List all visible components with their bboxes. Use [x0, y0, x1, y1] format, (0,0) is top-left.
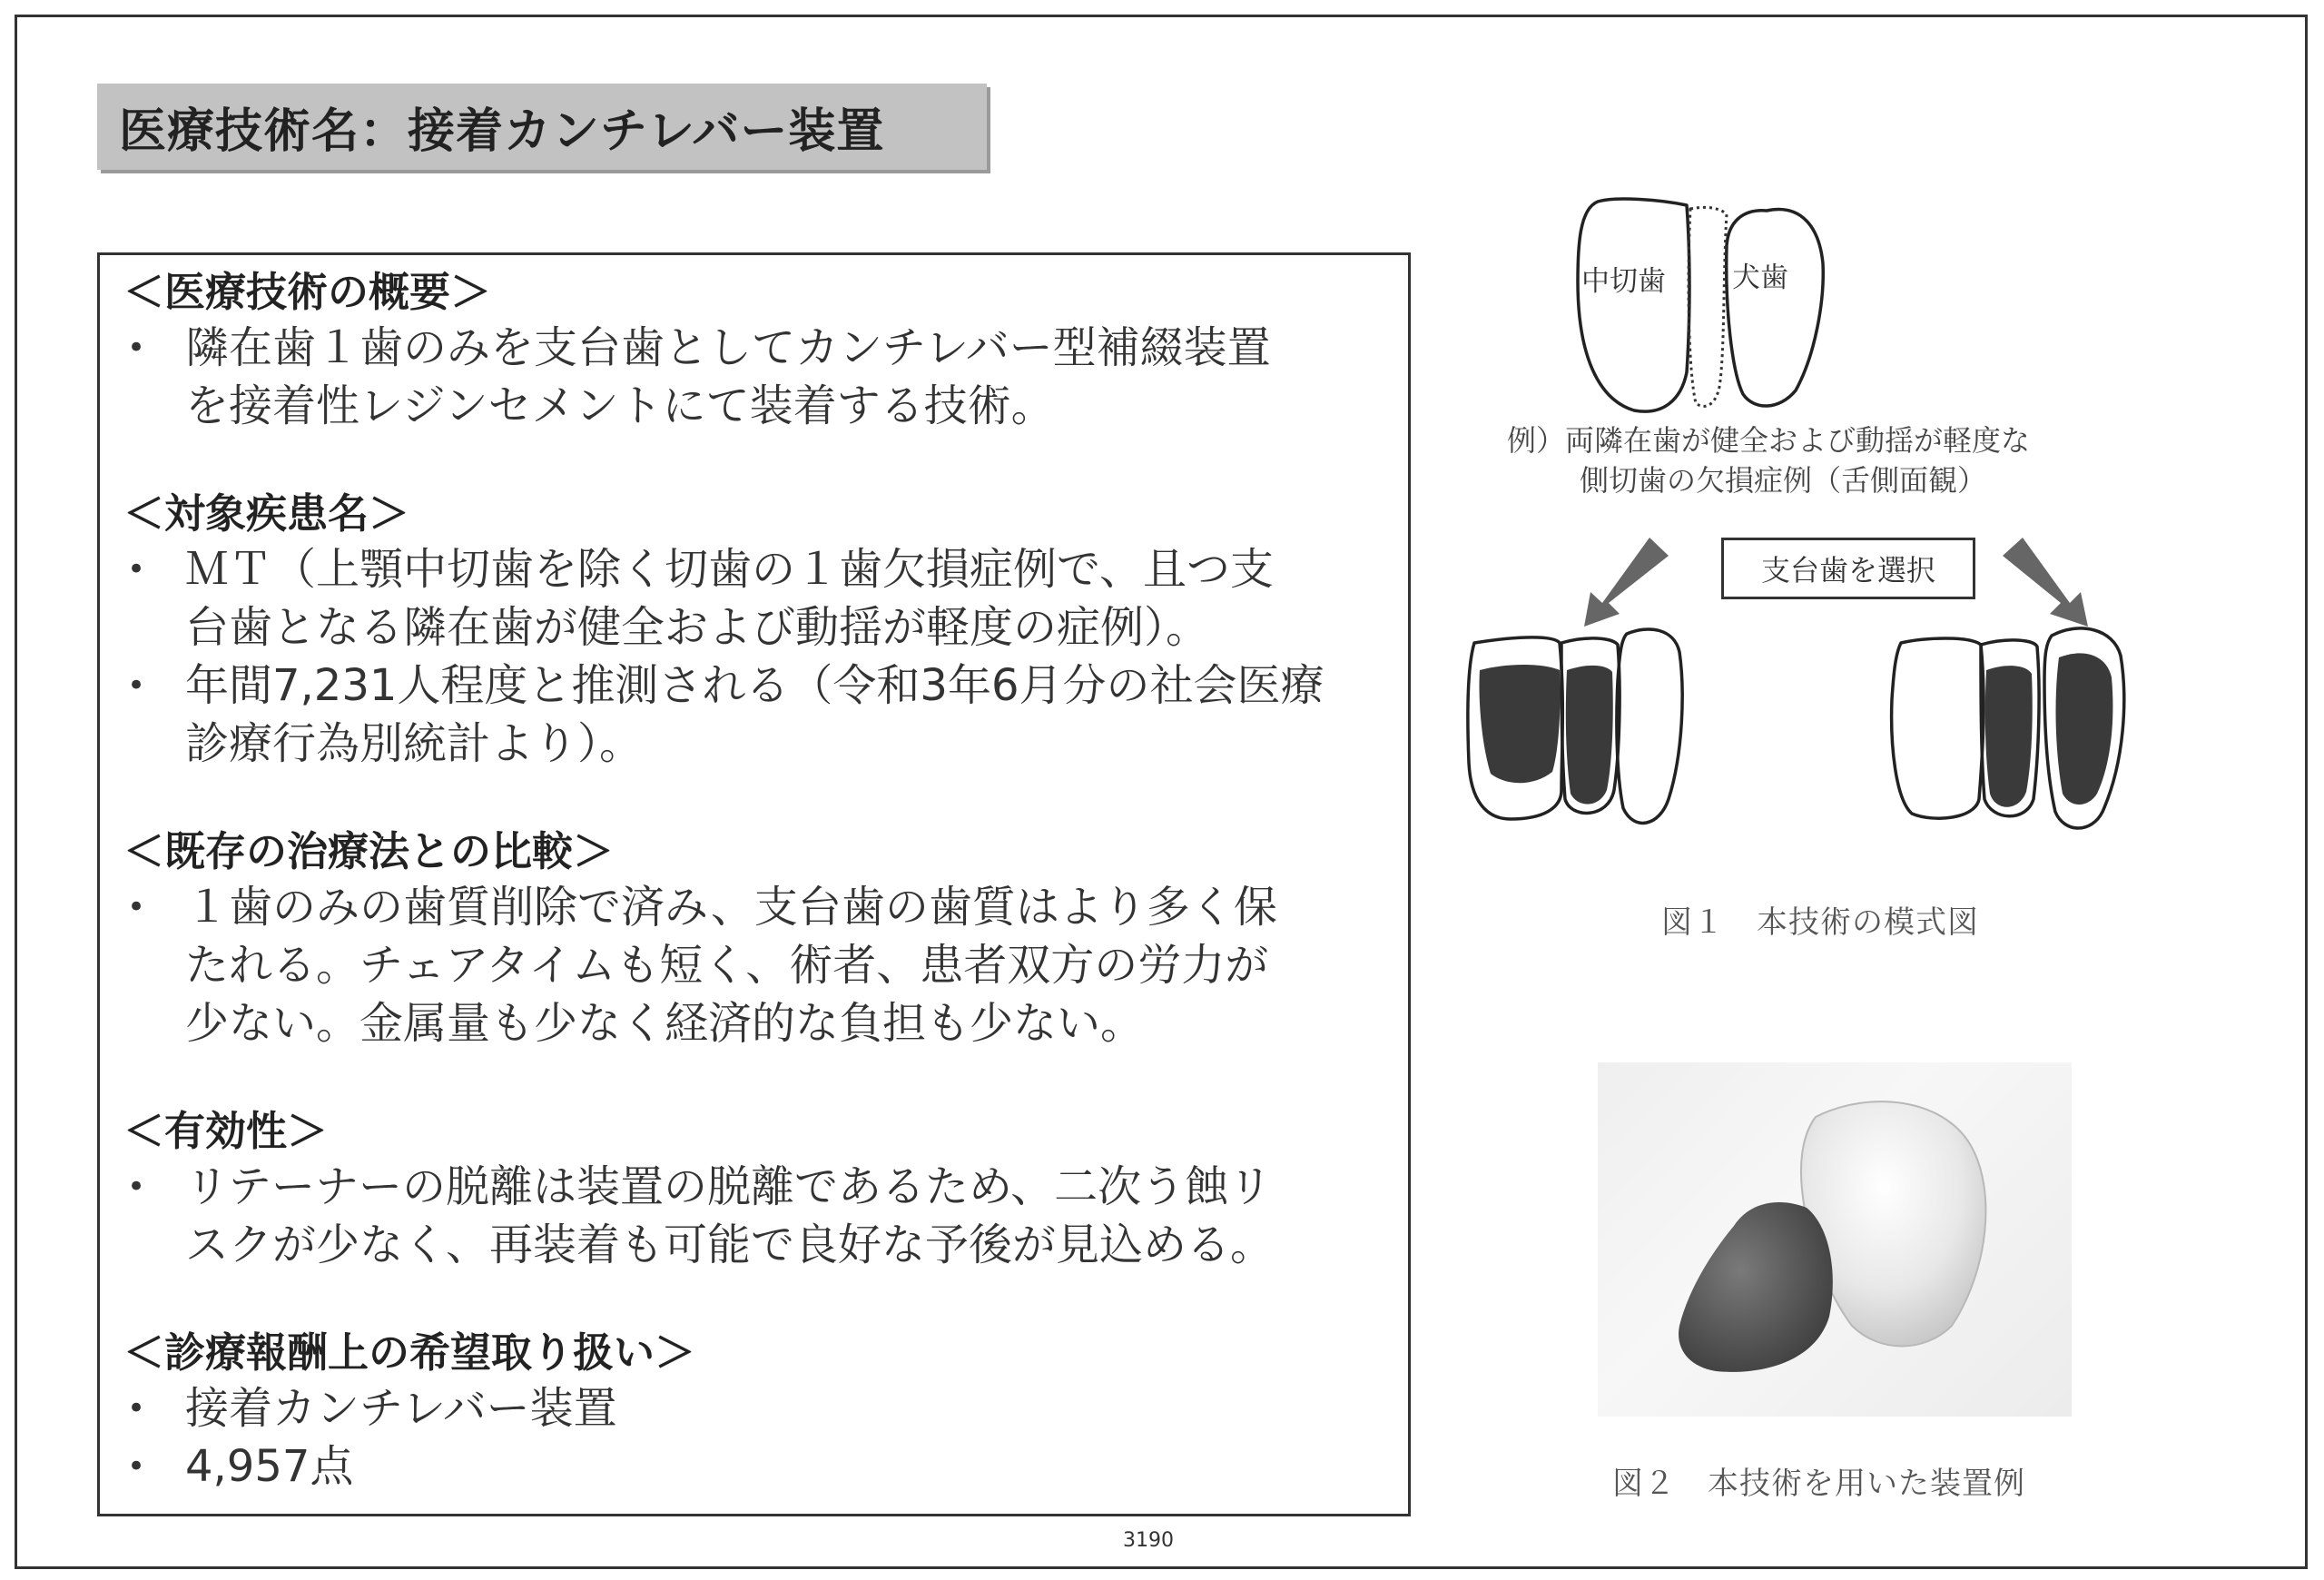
list-item: • 接着カンチレバー装置	[123, 1379, 1372, 1437]
bullet-icon: •	[127, 1390, 146, 1427]
right-retainer-wing	[2056, 653, 2113, 805]
list-item: • 年間7,231人程度と推測される（令和3年6月分の社会医療 診療行為別統計より）。	[123, 657, 1372, 773]
list-item: • 隣在歯１歯のみを支台歯としてカンチレバー型補綴装置 を接着性レジンセメントにて装着する技術。	[123, 319, 1372, 435]
right-lateral-abutment-outline	[1892, 638, 1984, 818]
example-text-line1: 例）両隣在歯が健全および動揺が軽度な	[1507, 423, 2031, 458]
canine-outline	[1727, 210, 1824, 406]
page-title: 医療技術名：接着カンチレバー装置	[97, 84, 987, 170]
left-arrow-icon	[1584, 538, 1669, 627]
missing-tooth-outline	[1689, 207, 1727, 406]
central-incisor-outline	[1578, 199, 1689, 411]
figure-1-caption: 図１ 本技術の模式図	[1661, 904, 1979, 941]
summary-box	[97, 252, 1411, 1516]
teeth-diagram-svg	[1452, 173, 2270, 899]
central-incisor-label: 中切歯	[1581, 265, 1666, 298]
bullet-icon: •	[127, 889, 146, 925]
bullet-icon: •	[127, 1169, 146, 1205]
example-text-line2: 側切歯の欠損症例（舌側面観）	[1580, 463, 1987, 498]
list-item: • ＭＴ（上顎中切歯を除く切歯の１歯欠損症例で、且つ支 台歯となる隣在歯が健全および動揺が軽度の症例）。	[123, 540, 1372, 657]
cantilever-device-image	[1598, 1062, 2072, 1417]
device-retainer-wing	[1679, 1202, 1833, 1372]
list-item: • 4,957点	[123, 1437, 1372, 1496]
page-number: 3190	[1123, 1529, 1174, 1552]
section-comparison	[123, 825, 1372, 1052]
section-heading: ＜有効性＞	[123, 1107, 329, 1155]
right-arrow-icon	[2003, 538, 2088, 627]
bullet-icon: •	[127, 1448, 146, 1485]
section-heading: ＜診療報酬上の希望取り扱い＞	[123, 1328, 696, 1377]
left-pontic-fill	[1566, 666, 1613, 805]
left-retainer-wing	[1480, 665, 1561, 783]
section-heading: ＜既存の治療法との比較＞	[123, 827, 615, 875]
left-canine-outline	[1617, 629, 1682, 823]
select-abutment-label: 支台歯を選択	[1721, 538, 1975, 599]
bullet-icon: •	[127, 330, 146, 366]
canine-label: 犬歯	[1732, 262, 1788, 294]
device-photo	[1598, 1062, 2072, 1417]
right-pontic-fill	[1985, 666, 2033, 807]
list-item: • リテーナーの脱離は装置の脱離であるため、二次う蝕リ スクが少なく、再装着も可能で良好な予後が見込める。	[123, 1158, 1372, 1274]
bullet-icon: •	[127, 667, 146, 704]
section-heading: ＜対象疾患名＞	[123, 489, 410, 538]
figure-2-caption: 図２ 本技術を用いた装置例	[1612, 1466, 2025, 1502]
section-reimbursement	[123, 1327, 1372, 1496]
section-heading: ＜医療技術の概要＞	[123, 268, 492, 316]
list-item: • １歯のみの歯質削除で済み、支台歯の歯質はより多く保 たれる。チェアタイムも短く、術者、患者双方の労力が 少ない。金属量も少なく経済的な負担も少ない。	[123, 878, 1372, 1052]
bullet-icon: •	[127, 551, 146, 588]
section-target-disease	[123, 488, 1372, 773]
section-effectiveness	[123, 1105, 1372, 1274]
section-overview	[123, 266, 1372, 435]
figure-1-diagram	[1452, 173, 2270, 941]
